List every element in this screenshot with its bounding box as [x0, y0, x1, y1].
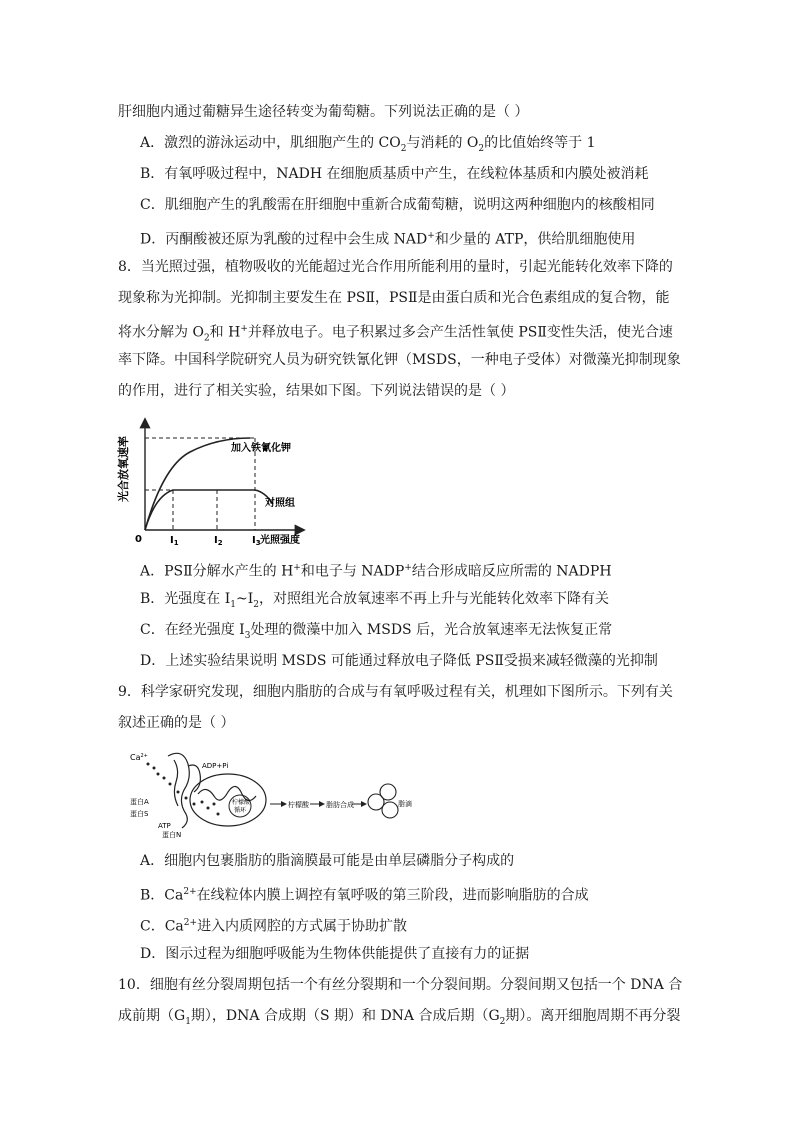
light-inhibition-graph — [115, 412, 375, 552]
cycle-label-1: 柠檬酸 — [232, 799, 251, 806]
protein-s-label: 蛋白S — [130, 810, 149, 818]
q7-option-b: B．有氧呼吸过程中，NADH 在细胞质基质中产生，在线粒体基质和内膜处被消耗 — [140, 166, 649, 182]
curve-control — [145, 490, 273, 530]
tick-label-i1: $I_1$ — [170, 535, 179, 547]
q7-option-a: A．激烈的游泳运动中，肌细胞产生的 $CO_2$与消耗的 $O_2$的比值始终等于 1 — [140, 135, 596, 154]
q9-option-c: C．$Ca^{2+}$进入内质网腔的方式属于协助扩散 — [140, 918, 408, 935]
lipid-droplets — [368, 784, 398, 818]
calcium-label: $Ca^{2+}$ — [130, 753, 148, 762]
origin-label: 0 — [135, 534, 142, 545]
q8-stem-line-2: 现象称为光抑制。光抑制主要发生在 PSⅡ，PSⅡ是由蛋白质和光合色素组成的复合物，能 — [118, 290, 670, 306]
q9-option-b: B．$Ca^{2+}$在线粒体内膜上调控有氧呼吸的第三阶段，进而影响脂肪的合成 — [140, 887, 589, 904]
q10-stem-line-2: 成前期（$G_1$期），DNA 合成期（S 期）和 DNA 合成后期（$G_2$期）。离开细胞周期不再分裂 — [118, 1008, 681, 1027]
q7-option-c: C．肌细胞产生的乳酸需在肝细胞中重新合成葡萄糖，说明这两种细胞内的核酸相同 — [140, 197, 655, 213]
q8-option-a: A．PSⅡ分解水产生的 H+和电子与 NADP+结合形成暗反应所需的 NADPH — [140, 563, 612, 580]
mitochondrion — [190, 774, 266, 826]
q8-option-c: C．在经光强度 $I_3$处理的微藻中加入 MSDS 后，光合放氧速率无法恢复正常 — [140, 622, 613, 641]
citrate-label: 柠檬酸 — [288, 801, 309, 809]
protein-a-label: 蛋白A — [130, 798, 149, 806]
cycle-label-2: 循环 — [234, 807, 247, 814]
fat-synthesis-diagram — [128, 744, 418, 839]
atp-label: ATP — [158, 822, 171, 830]
q7-option-d: D．丙酮酸被还原为乳酸的过程中会生成 NAD+和少量的 ATP，供给肌细胞使用 — [140, 231, 636, 248]
protein-n-label: 蛋白N — [162, 831, 182, 839]
adp-label: ADP+Pi — [202, 762, 229, 770]
q8-stem-line-5: 的作用，进行了相关实验，结果如下图。下列说法错误的是（ ） — [118, 383, 515, 399]
x-axis-label: 光照强度 — [260, 535, 300, 546]
q9-option-a: A．细胞内包裹脂肪的脂滴膜最可能是由单层磷脂分子构成的 — [140, 853, 515, 869]
curve-label-control: 对照组 — [265, 498, 295, 509]
tick-label-i3: $I_3$ — [252, 535, 261, 547]
q9-stem-line-1: 9．科学家研究发现，细胞内脂肪的合成与有氧呼吸过程有关，机理如下图所示。下列有关 — [118, 684, 673, 700]
curve-label-ferricyanide: 加入铁氰化钾 — [231, 443, 291, 454]
endoplasmic-reticulum — [168, 753, 200, 828]
q9-stem-line-2: 叙述正确的是（ ） — [118, 715, 235, 731]
q7-stem-tail: 肝细胞内通过葡糖异生途径转变为葡萄糖。下列说法正确的是（ ） — [118, 104, 529, 120]
fat-synthesis-label: 脂肪合成 — [326, 801, 354, 809]
y-axis-label: 光合放氧速率 — [117, 436, 130, 502]
q10-stem-line-1: 10．细胞有丝分裂周期包括一个有丝分裂期和一个分裂间期。分裂间期又包括一个 DNA 合 — [118, 977, 683, 993]
q9-option-d: D．图示过程为细胞呼吸能为生物体供能提供了直接有力的证据 — [140, 946, 530, 962]
q8-option-b: B．光强度在 $I_1\sim I_2$，对照组光合放氧速率不再上升与光能转化效率下降有关 — [140, 591, 610, 610]
q8-stem-line-1: 8．当光照过强，植物吸收的光能超过光合作用所能利用的量时，引起光能转化效率下降的 — [118, 259, 673, 275]
q8-stem-line-4: 率下降。中国科学院研究人员为研究铁氰化钾（MSDS，一种电子受体）对微藻光抑制现象 — [118, 352, 681, 368]
lipid-droplet-label: 脂滴 — [398, 800, 412, 808]
q8-option-d: D．上述实验结果说明 MSDS 可能通过释放电子降低 PSⅡ受损来减轻微藻的光抑制 — [140, 653, 658, 669]
tick-label-i2: $I_2$ — [214, 535, 223, 547]
q8-stem-line-3: 将水分解为 $O_2$和 H+并释放电子。电子积累过多会产生活性氧使 PSⅡ变性失活，使光合速 — [118, 324, 673, 344]
